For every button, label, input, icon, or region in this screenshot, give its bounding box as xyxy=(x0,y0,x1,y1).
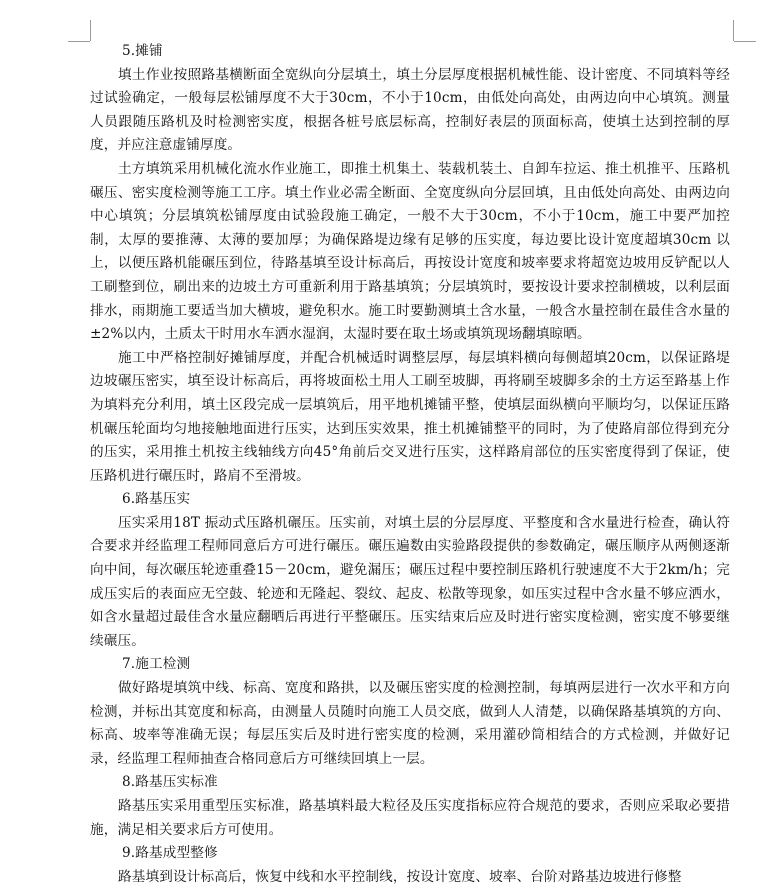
paragraph: 做好路堤填筑中线、标高、宽度和路拱，以及碾压密实度的检测控制，每填两层进行一次水平和方向检测，并标出其宽度和标高，由测量人员随时向施工人员交底，做到人人清楚，以确保路基填筑的方向、标高、坡率等准确无误；每层压实后及时进行密实度的检测，采用灌砂筒相结合的方式检测，并做好记录，经监理工程师抽查合格同意后方可继续回填上一层。 xyxy=(90,680,730,767)
section-inspection xyxy=(90,653,730,771)
paragraph: 路基填到设计标高后，恢复中线和水平控制线，按设计宽度、坡率、台阶对路基边坡进行修整 xyxy=(118,868,682,885)
crop-mark-top-left-vertical xyxy=(90,20,91,41)
paragraph: 土方填筑采用机械化流水作业施工，即推土机集土、装载机装土、自卸车拉运、推土机推平、压路机碾压、密实度检测等施工工序。填土作业必需全断面、全宽度纵向分层回填，且由低处向高处、由两边向中心填筑；分层填筑松铺厚度由试验段施工确定，一般不大于30cm，不小于10cm，施工中要严加控制，太厚的要推薄、太薄的要加厚；为确保路堤边缘有足够的压实度，每边要比设计宽度超填30cm 以上，以便压路机能碾压到位，待路基填至设计标高后，再按设计宽度和坡率要求将超宽边坡用反铲配以人工刷整到位，刷出来的边坡土方可重新利用于路基填筑；分层填筑时，要按设计要求控制横坡，以利层面排水，雨期施工要适当加大横坡，避免积水。施工时要勤测填土含水量，一般含水量控制在最佳含水量的±2%以内，土质太干时用水车洒水湿润，太湿时要在取土场或填筑现场翻填晾晒。 xyxy=(90,160,730,343)
paragraph: 施工中严格控制好摊铺厚度，并配合机械适时调整层厚，每层填料横向每侧超填20cm，以保证路堤边坡碾压密实，填至设计标高后，再将坡面松土用人工刷至坡脚，再将刷至坡脚多余的土方运至路基上作为填料充分利用，填土区段完成一层填筑后，用平地机摊铺平整，使填层面纵横向平顺均匀，以保证压路机碾压轮面均匀地接触地面进行压实，达到压实效果，推土机摊铺整平的同时，为了使路肩部位得到充分的压实，采用推土机按主线轴线方向45°角前后交叉进行压实，这样路肩部位的压实密度得到了保证，使压路机进行碾压时，路肩不至滑坡。 xyxy=(90,349,730,484)
section-heading: 8.路基压实标准 xyxy=(122,774,218,791)
paragraph: 压实采用18T 振动式压路机碾压。压实前，对填土层的分层厚度、平整度和含水量进行检查，确认符合要求并经监理工程师同意后方可进行碾压。碾压遍数由实验路段提供的参数确定，碾压顺序从两侧逐渐向中间，每次碾压轮迹重叠15－20cm，避免漏压；碾压过程中要控制压路机行驶速度不大于2km/h；完成压实后的表面应无空鼓、轮迹和无隆起、裂纹、起皮、松散等现象，如压实过程中含水量不够应洒水，如含水量超过最佳含水量应翻晒后再进行平整碾压。压实结束后应及时进行密实度检测，密实度不够要继续碾压。 xyxy=(90,514,730,649)
crop-mark-top-right-horizontal xyxy=(734,41,756,42)
paragraph: 路基压实采用重型压实标准，路基填料最大粒径及压实度指标应符合规范的要求，否则应采取必要措施，满足相关要求后方可使用。 xyxy=(90,798,730,838)
section-heading: 7.施工检测 xyxy=(122,656,191,673)
crop-mark-top-left-horizontal xyxy=(68,41,90,42)
section-heading: 6.路基压实 xyxy=(122,491,191,508)
section-finishing xyxy=(90,842,730,889)
paragraph: 填土作业按照路基横断面全宽纵向分层填土，填土分层厚度根据机械性能、设计密度、不同填料等经过试验确定，一般每层松铺厚度不大于30cm，不小于10cm，由低处向高处，由两边向中心填筑。测量人员跟随压路机及时检测密实度，根据各桩号底层标高，控制好表层的顶面标高，使填土达到控制的厚度，并应注意虚铺厚度。 xyxy=(90,66,730,154)
document-body xyxy=(90,40,730,889)
section-compaction-standard xyxy=(90,771,730,842)
section-heading: 9.路基成型整修 xyxy=(122,845,218,862)
section-heading: 5.摊铺 xyxy=(122,43,163,59)
crop-mark-top-right-vertical xyxy=(733,20,734,41)
section-paving xyxy=(90,40,730,488)
section-compaction xyxy=(90,488,730,653)
